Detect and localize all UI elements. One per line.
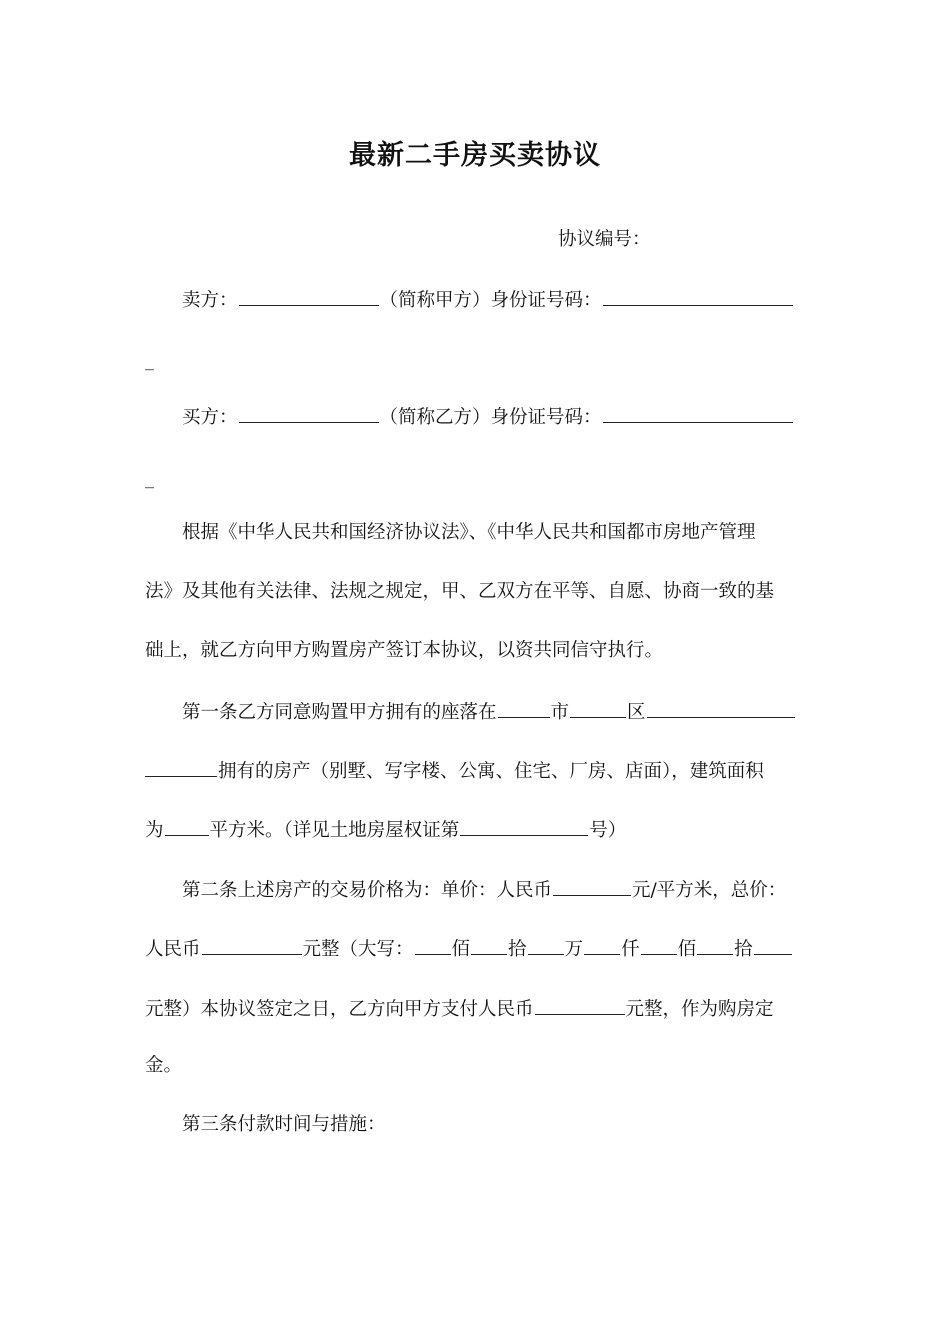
contract-number-label: 协议编号： [558, 229, 651, 250]
article2-line-4: 金。 [145, 1055, 183, 1076]
buyer-trailing-underscore: _ [145, 468, 154, 489]
seller-name-blank [239, 283, 379, 306]
buyer-name-blank [239, 400, 379, 423]
document-title: 最新二手房买卖协议 [349, 140, 601, 171]
buyer-alias: （简称乙方）身份证号码： [379, 407, 602, 428]
article2-text-f: 元整，作为购房定 [625, 999, 774, 1020]
unit-bai-2: 佰 [677, 939, 697, 960]
deposit-blank [535, 992, 625, 1015]
certificate-number-blank [460, 813, 588, 836]
article2-line-3 [145, 992, 774, 1025]
seller-trailing-underscore: _ [145, 350, 154, 371]
article2-line-1 [182, 873, 786, 906]
district-blank [570, 695, 626, 718]
amount-ten-million-blank [471, 932, 507, 955]
preamble-line-1: 根据《中华人民共和国经济协议法》、《中华人民共和国都市房地产管理 [182, 522, 756, 543]
preamble-line-2: 法》及其他有关法律、法规之规定，甲、乙双方在平等、自愿、协商一致的基 [145, 581, 775, 602]
unit-bai-1: 佰 [451, 939, 471, 960]
district-label: 区 [627, 702, 646, 723]
seller-id-blank [603, 283, 793, 306]
buyer-id-blank [603, 400, 793, 423]
buyer-line [182, 400, 794, 433]
amount-hundred-blank [641, 932, 677, 955]
article1-line-1 [182, 695, 796, 728]
city-label: 市 [550, 702, 570, 723]
amount-ten-thousand-blank [528, 932, 564, 955]
area-blank [165, 813, 209, 836]
unit-shi-2: 拾 [734, 939, 753, 960]
article2-text-d: 元整（大写： [302, 939, 414, 960]
article1-text-e: 号） [589, 820, 627, 841]
address-blank-continued [145, 754, 217, 777]
article2-line-2 [145, 932, 793, 965]
unit-price-blank [553, 873, 631, 896]
article2-text-e: 元整）本协议签定之日，乙方向甲方支付人民币 [145, 999, 534, 1020]
article1-line-2 [145, 754, 764, 787]
total-price-blank [202, 932, 302, 955]
article2-text-b: 元/平方米，总价： [632, 880, 787, 901]
preamble-line-3: 础上，就乙方向甲方购置房产签订本协议，以资共同信守执行。 [145, 640, 664, 661]
article3-heading: 第三条付款时间与措施： [182, 1114, 386, 1135]
seller-alias: （简称甲方）身份证号码： [379, 290, 602, 311]
article1-text-d: 平方米。（详见土地房屋权证第 [209, 820, 460, 841]
unit-shi-1: 拾 [508, 939, 527, 960]
seller-line [182, 283, 794, 316]
city-blank [498, 695, 550, 718]
buyer-label: 买方： [182, 407, 238, 428]
article2-text-a: 第二条上述房产的交易价格为：单价：人民币 [182, 880, 553, 901]
article1-text-c: 为 [145, 820, 164, 841]
article2-text-c: 人民币 [145, 939, 201, 960]
amount-yuan-blank [754, 932, 792, 955]
amount-thousand-blank [584, 932, 620, 955]
unit-wan: 万 [564, 939, 584, 960]
article1-text-a: 第一条乙方同意购置甲方拥有的座落在 [182, 702, 497, 723]
amount-ten-blank [697, 932, 733, 955]
article1-line-3 [145, 813, 626, 846]
unit-qian: 仟 [621, 939, 640, 960]
article1-text-b: 拥有的房产（别墅、写字楼、公寓、住宅、厂房、店面），建筑面积 [218, 761, 764, 782]
address-blank [647, 695, 795, 718]
seller-label: 卖方： [182, 290, 238, 311]
amount-hundred-million-blank [415, 932, 451, 955]
